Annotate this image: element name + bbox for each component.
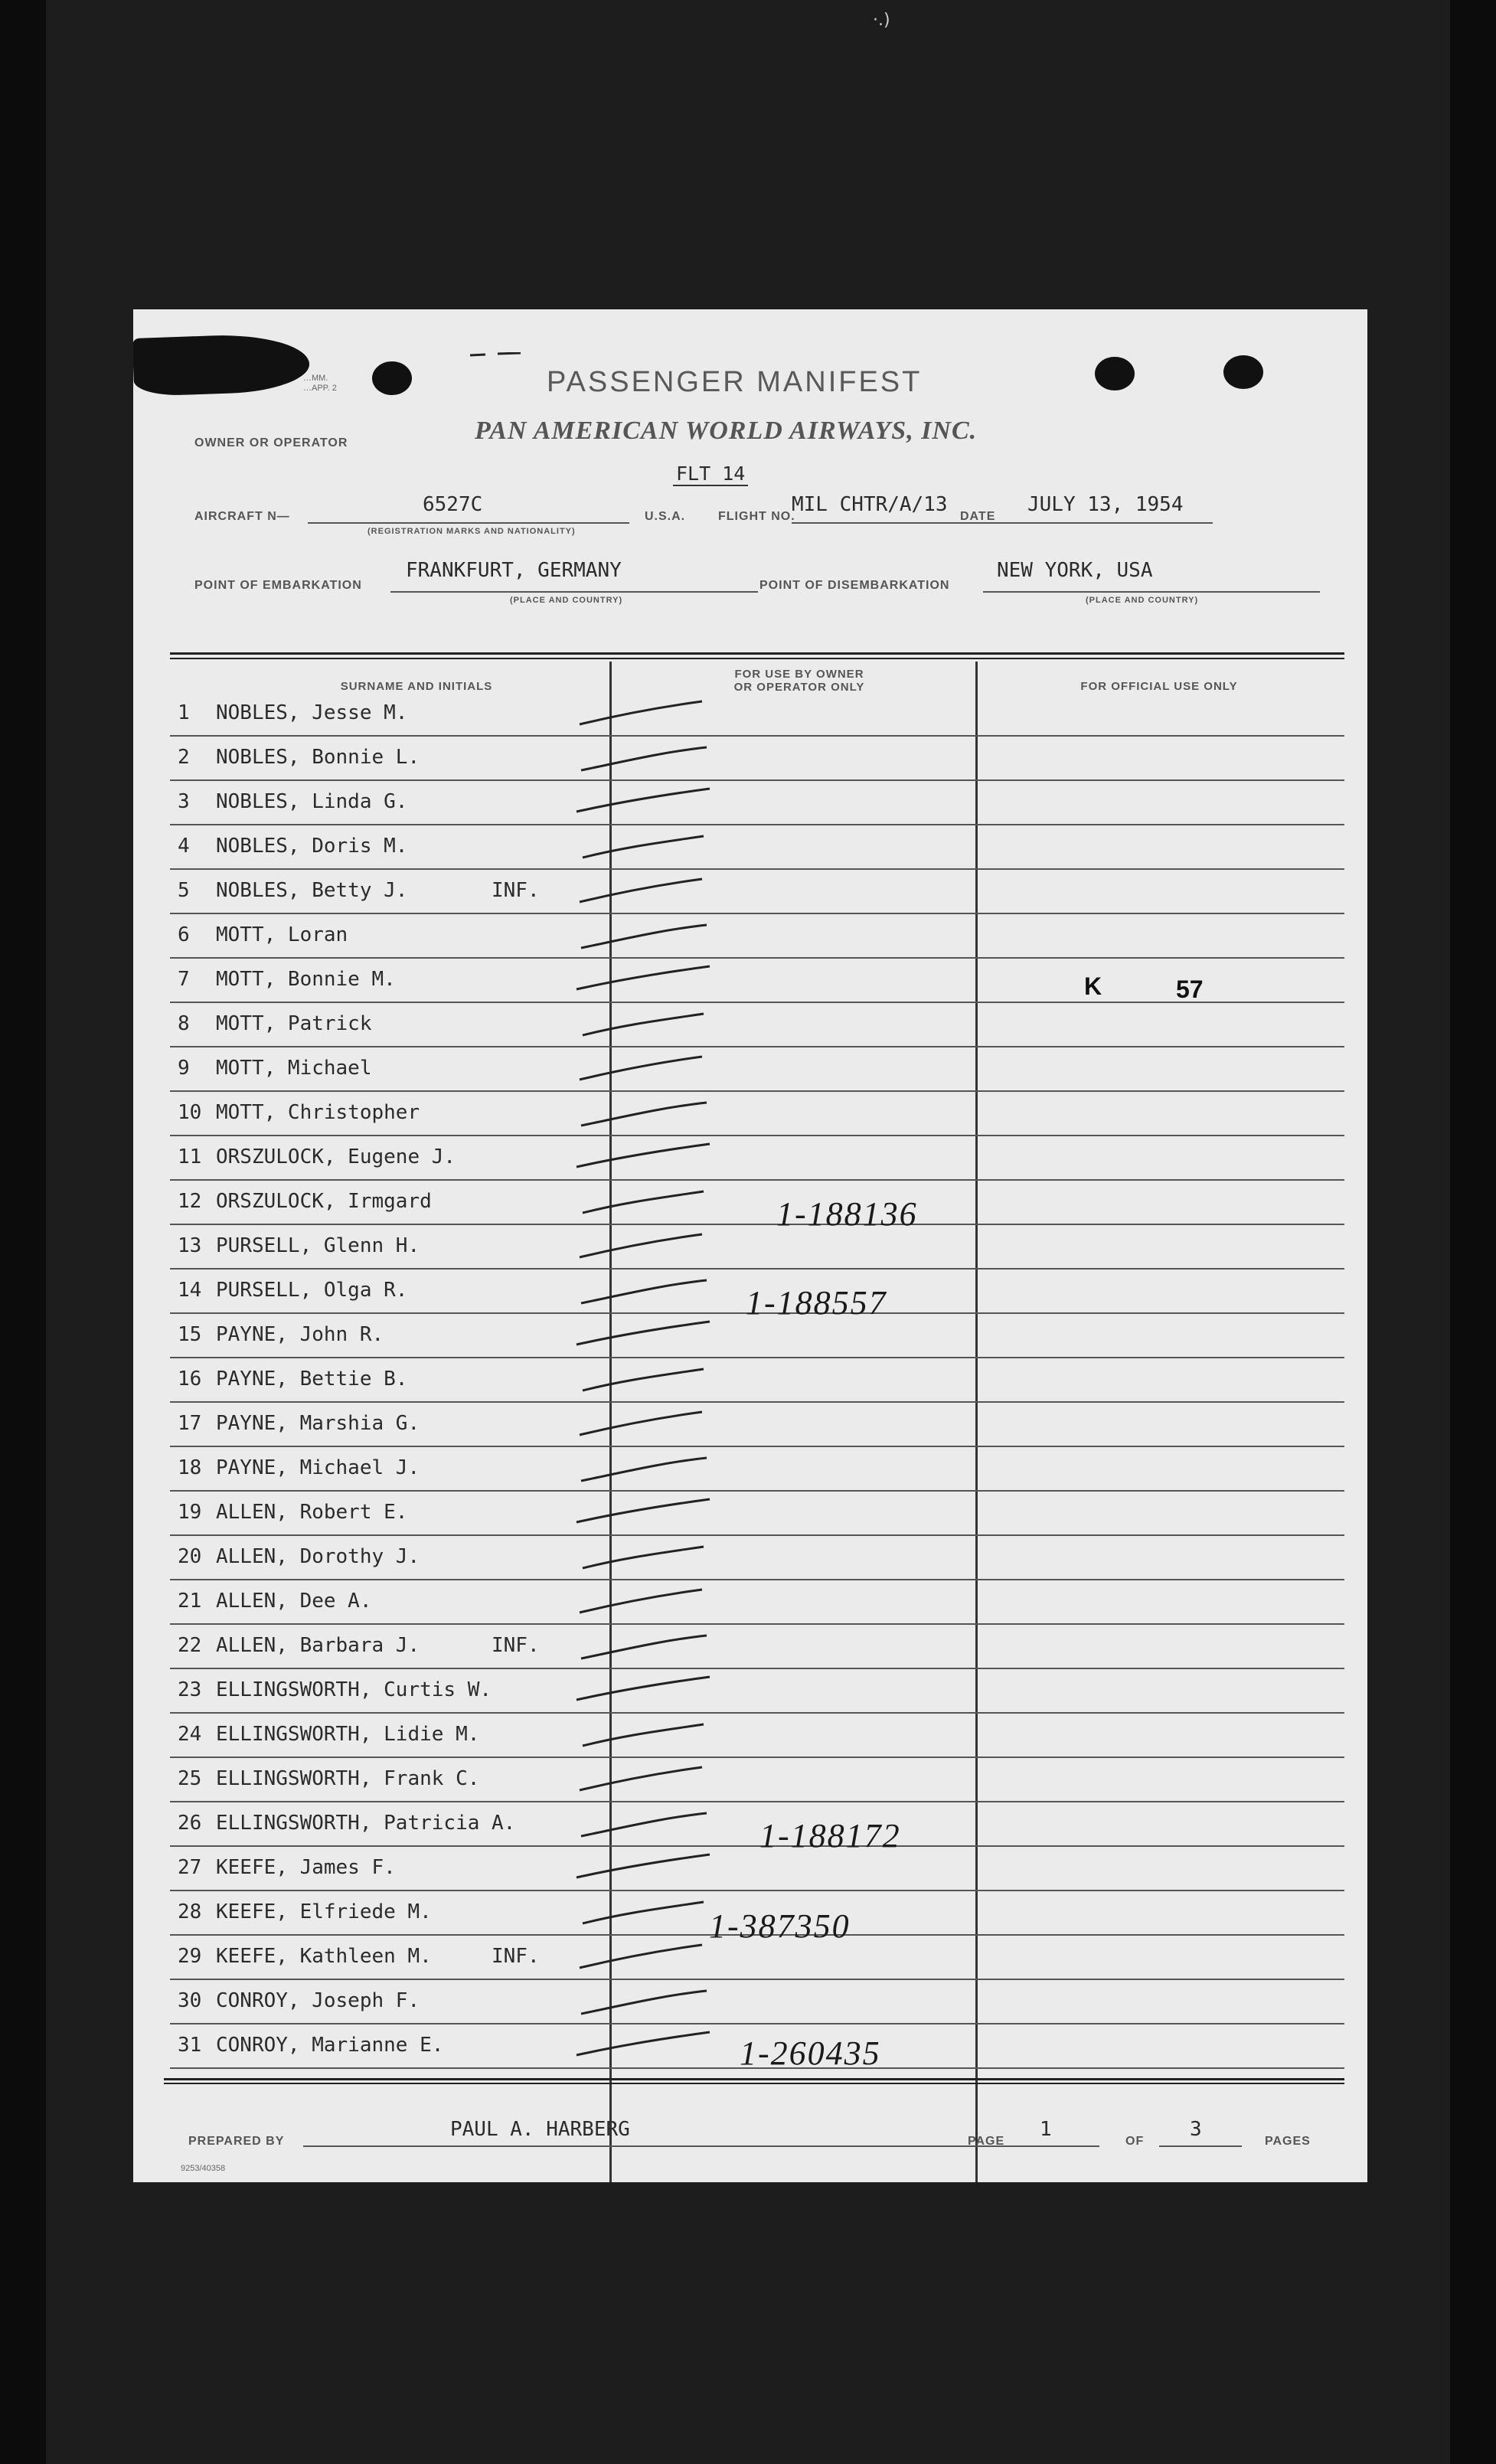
passenger-name: MOTT, Patrick <box>216 1012 372 1035</box>
passenger-number: 18 <box>178 1456 202 1479</box>
check-mark-icon <box>572 1276 725 1306</box>
flight-line <box>792 522 1213 524</box>
passenger-name: ALLEN, Robert E. <box>216 1501 408 1524</box>
passenger-number: 13 <box>178 1234 202 1257</box>
passenger-number: 7 <box>178 968 190 991</box>
check-mark-icon <box>572 1587 725 1617</box>
infant-mark: INF. <box>492 1634 540 1657</box>
check-mark-icon <box>572 1631 725 1662</box>
passenger-name: MOTT, Christopher <box>216 1101 420 1124</box>
passenger-number: 8 <box>178 1012 190 1035</box>
manifest-sheet <box>133 309 1367 2182</box>
scan-background-right <box>1450 0 1496 2464</box>
passenger-number: 26 <box>178 1812 202 1835</box>
ink-smudge <box>133 332 310 397</box>
passenger-number: 20 <box>178 1545 202 1568</box>
table-top-rule-2 <box>170 658 1344 659</box>
table-bottom-rule-2 <box>164 2083 1344 2084</box>
check-mark-icon <box>572 787 725 818</box>
passenger-row <box>170 825 1344 870</box>
passenger-number: 25 <box>178 1767 202 1790</box>
aircraft-sublabel: (REGISTRATION MARKS AND NATIONALITY) <box>367 527 576 536</box>
check-mark-icon <box>572 2031 725 2061</box>
infant-mark: INF. <box>492 879 540 902</box>
check-mark-icon <box>572 1453 725 1484</box>
passenger-number: 17 <box>178 1412 202 1435</box>
passenger-name: NOBLES, Bonnie L. <box>216 746 420 769</box>
passenger-name: KEEFE, James F. <box>216 1856 396 1879</box>
check-mark-icon <box>572 1231 725 1262</box>
flight-label: FLIGHT NO. <box>718 510 795 523</box>
check-mark-icon <box>572 1098 725 1129</box>
check-mark-icon <box>572 1986 725 2017</box>
airline-name: PAN AMERICAN WORLD AIRWAYS, INC. <box>475 417 978 445</box>
passenger-number: 14 <box>178 1279 202 1302</box>
passenger-row <box>170 1758 1344 1802</box>
passenger-row <box>170 1358 1344 1403</box>
passenger-name: NOBLES, Linda G. <box>216 790 408 813</box>
form-reference: …MM. …APP. 2 <box>303 374 337 393</box>
table-bottom-rule <box>164 2078 1344 2080</box>
page-line <box>1014 2145 1083 2147</box>
passenger-row <box>170 1225 1344 1270</box>
check-mark-icon <box>572 1942 725 1972</box>
passenger-number: 21 <box>178 1590 202 1613</box>
passenger-row <box>170 1669 1344 1714</box>
passenger-row <box>170 1447 1344 1492</box>
passenger-number: 31 <box>178 2034 202 2057</box>
passenger-number: 4 <box>178 835 190 858</box>
punch-hole-icon <box>1223 355 1263 389</box>
passenger-row <box>170 1847 1344 1891</box>
check-mark-icon <box>572 1897 725 1928</box>
date-label: DATE <box>960 510 996 523</box>
passenger-row <box>170 1136 1344 1181</box>
passenger-number: 2 <box>178 746 190 769</box>
flight-designation: FLT 14 <box>673 462 748 486</box>
passenger-name: PAYNE, Michael J. <box>216 1456 420 1479</box>
punch-hole-icon <box>372 361 412 395</box>
passenger-row <box>170 959 1344 1003</box>
check-mark-icon <box>572 1764 725 1795</box>
embark-label: POINT OF EMBARKATION <box>194 579 362 592</box>
column-header-official: FOR OFFICIAL USE ONLY <box>1080 680 1238 693</box>
page-total: 3 <box>1190 2118 1202 2141</box>
passenger-number: 10 <box>178 1101 202 1124</box>
passenger-name: NOBLES, Betty J. <box>216 879 408 902</box>
check-mark-icon <box>572 1364 725 1395</box>
passenger-number: 29 <box>178 1945 202 1968</box>
passenger-number: 3 <box>178 790 190 813</box>
passenger-number: 11 <box>178 1145 202 1168</box>
check-mark-icon <box>572 743 725 773</box>
aircraft-line <box>308 522 629 524</box>
handwritten-number: 1-387350 <box>709 1907 851 1945</box>
passenger-name: CONROY, Marianne E. <box>216 2034 444 2057</box>
check-mark-icon <box>572 1498 725 1528</box>
prepared-by-value: PAUL A. HARBERG <box>450 2118 630 2141</box>
embark-sublabel: (PLACE AND COUNTRY) <box>510 596 623 605</box>
passenger-number: 16 <box>178 1368 202 1390</box>
passenger-row <box>170 1536 1344 1580</box>
aircraft-value: 6527C <box>423 493 483 516</box>
passenger-row <box>170 692 1344 737</box>
of-line <box>1159 2145 1242 2147</box>
passenger-list <box>170 692 1344 2069</box>
official-stamp-mark: K <box>1084 972 1102 1000</box>
disembark-value: NEW YORK, USA <box>997 559 1153 582</box>
usa-label: U.S.A. <box>645 510 686 523</box>
passenger-number: 28 <box>178 1900 202 1923</box>
passenger-number: 27 <box>178 1856 202 1879</box>
check-mark-icon <box>572 1720 725 1750</box>
check-mark-icon <box>572 1142 725 1173</box>
embark-line <box>390 591 758 593</box>
flight-date: JULY 13, 1954 <box>1027 493 1184 516</box>
check-mark-icon <box>572 1675 725 1706</box>
aircraft-label: AIRCRAFT N— <box>194 510 290 523</box>
passenger-name: ALLEN, Dee A. <box>216 1590 372 1613</box>
of-label: OF <box>1125 2135 1145 2148</box>
passenger-name: MOTT, Bonnie M. <box>216 968 396 991</box>
check-mark-icon <box>572 698 725 729</box>
passenger-row <box>170 1092 1344 1136</box>
prepared-by-label: PREPARED BY <box>188 2135 285 2148</box>
passenger-name: KEEFE, Kathleen M. <box>216 1945 432 1968</box>
passenger-row <box>170 1580 1344 1625</box>
passenger-number: 1 <box>178 701 190 724</box>
embark-value: FRANKFURT, GERMANY <box>406 559 622 582</box>
check-mark-icon <box>572 832 725 862</box>
passenger-row <box>170 737 1344 781</box>
passenger-name: ELLINGSWORTH, Patricia A. <box>216 1812 516 1835</box>
passenger-name: PAYNE, Bettie B. <box>216 1368 408 1390</box>
passenger-name: NOBLES, Jesse M. <box>216 701 408 724</box>
punch-hole-icon <box>1095 357 1135 391</box>
passenger-row <box>170 1802 1344 1847</box>
check-mark-icon <box>572 1320 725 1351</box>
passenger-name: PURSELL, Olga R. <box>216 1279 408 1302</box>
passenger-number: 5 <box>178 879 190 902</box>
passenger-name: ORSZULOCK, Eugene J. <box>216 1145 456 1168</box>
passenger-name: ELLINGSWORTH, Frank C. <box>216 1767 480 1790</box>
passenger-number: 15 <box>178 1323 202 1346</box>
infant-mark: INF. <box>492 1945 540 1968</box>
scan-top-mark: ·.) <box>873 11 890 30</box>
passenger-row <box>170 781 1344 825</box>
check-mark-icon <box>572 920 725 951</box>
check-mark-icon <box>572 1054 725 1084</box>
check-mark-icon <box>572 965 725 995</box>
pencil-mark <box>470 352 524 357</box>
handwritten-number: 1-260435 <box>740 2034 881 2072</box>
check-mark-icon <box>572 1809 725 1839</box>
passenger-row <box>170 1492 1344 1536</box>
column-header-owner: FOR USE BY OWNER OR OPERATOR ONLY <box>733 668 865 694</box>
passenger-number: 6 <box>178 923 190 946</box>
passenger-row <box>170 1181 1344 1225</box>
passenger-name: NOBLES, Doris M. <box>216 835 408 858</box>
check-mark-icon <box>572 876 725 907</box>
check-mark-icon <box>572 1853 725 1884</box>
form-number: 9253/40358 <box>181 2164 226 2173</box>
page-number: 1 <box>1040 2118 1052 2141</box>
passenger-name: PAYNE, Marshia G. <box>216 1412 420 1435</box>
flight-number: MIL CHTR/A/13 <box>792 493 948 516</box>
passenger-number: 22 <box>178 1634 202 1657</box>
disembark-line <box>983 591 1320 593</box>
passenger-name: CONROY, Joseph F. <box>216 1989 420 2012</box>
passenger-name: PURSELL, Glenn H. <box>216 1234 420 1257</box>
passenger-row <box>170 1403 1344 1447</box>
passenger-row <box>170 914 1344 959</box>
handwritten-number: 1-188557 <box>746 1284 887 1322</box>
passenger-name: MOTT, Loran <box>216 923 348 946</box>
passenger-row <box>170 1625 1344 1669</box>
passenger-name: KEEFE, Elfriede M. <box>216 1900 432 1923</box>
passenger-name: ALLEN, Barbara J. <box>216 1634 420 1657</box>
passenger-name: ELLINGSWORTH, Curtis W. <box>216 1678 492 1701</box>
passenger-name: MOTT, Michael <box>216 1057 372 1080</box>
passenger-number: 12 <box>178 1190 202 1213</box>
passenger-name: PAYNE, John R. <box>216 1323 384 1346</box>
check-mark-icon <box>572 1187 725 1217</box>
official-stamp-number: 57 <box>1176 975 1204 1003</box>
passenger-name: ORSZULOCK, Irmgard <box>216 1190 432 1213</box>
scan-background-left <box>0 0 46 2464</box>
passenger-name: ALLEN, Dorothy J. <box>216 1545 420 1568</box>
owner-label: OWNER OR OPERATOR <box>194 436 348 449</box>
form-title: PASSENGER MANIFEST <box>547 366 923 398</box>
disembark-sublabel: (PLACE AND COUNTRY) <box>1086 596 1199 605</box>
handwritten-number: 1-188172 <box>759 1817 901 1855</box>
check-mark-icon <box>572 1009 725 1040</box>
disembark-label: POINT OF DISEMBARKATION <box>759 579 950 592</box>
passenger-row <box>170 1003 1344 1047</box>
passenger-row <box>170 1714 1344 1758</box>
check-mark-icon <box>572 1542 725 1573</box>
page-label: PAGE <box>968 2135 1005 2148</box>
passenger-number: 30 <box>178 1989 202 2012</box>
passenger-row <box>170 1047 1344 1092</box>
passenger-number: 19 <box>178 1501 202 1524</box>
passenger-row <box>170 870 1344 914</box>
check-mark-icon <box>572 1409 725 1440</box>
passenger-number: 23 <box>178 1678 202 1701</box>
handwritten-number: 1-188136 <box>776 1195 918 1233</box>
passenger-number: 9 <box>178 1057 190 1080</box>
table-top-rule <box>170 652 1344 655</box>
passenger-number: 24 <box>178 1723 202 1746</box>
column-header-surname: SURNAME AND INITIALS <box>340 680 493 693</box>
pages-label: PAGES <box>1265 2135 1311 2148</box>
passenger-name: ELLINGSWORTH, Lidie M. <box>216 1723 480 1746</box>
passenger-row <box>170 1980 1344 2024</box>
